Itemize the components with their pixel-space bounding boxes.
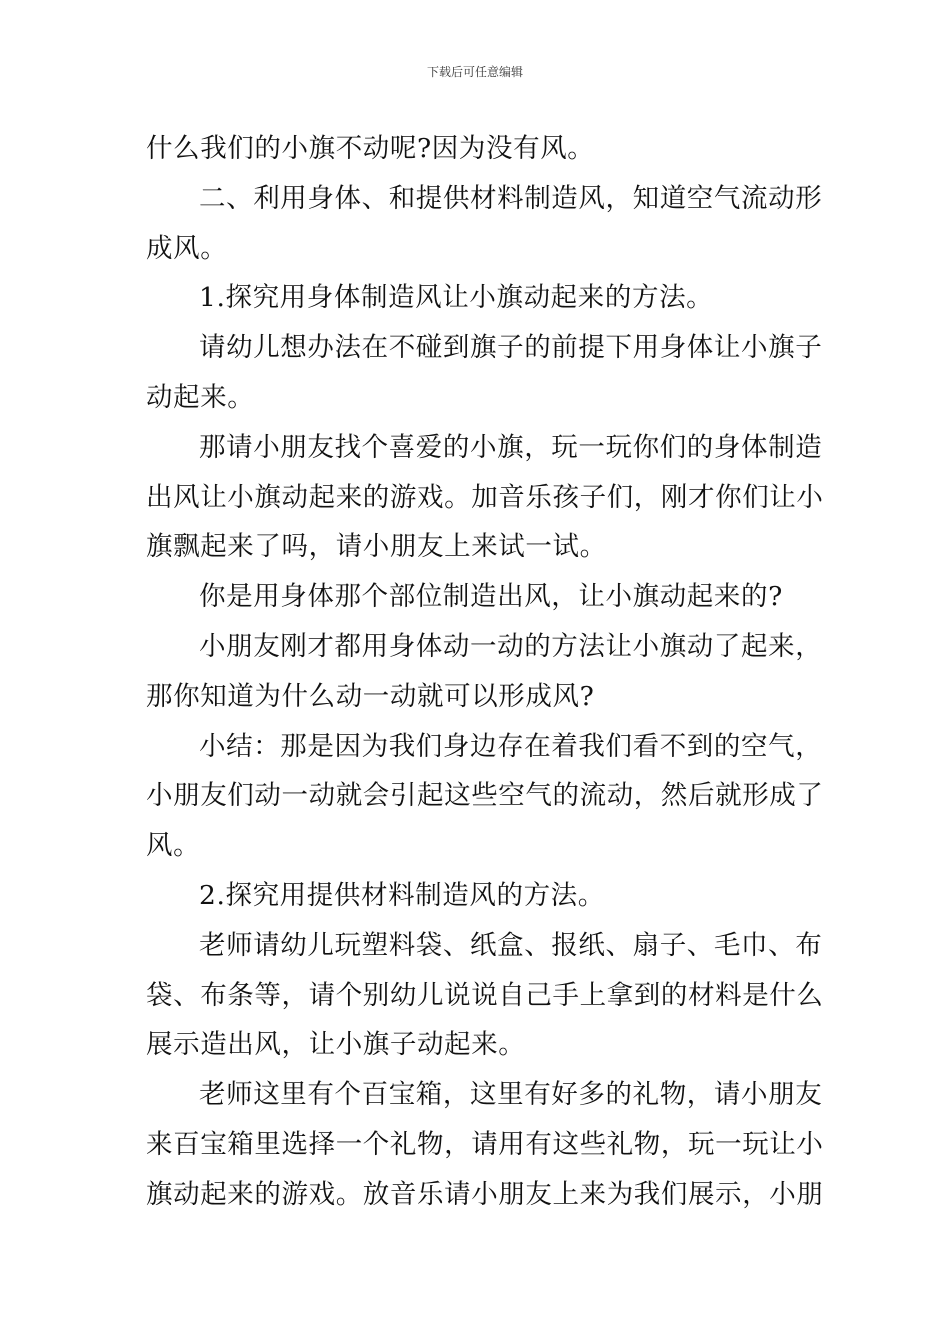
text-line: 旗飘起来了吗，请小朋友上来试一试。	[146, 531, 607, 563]
page-header: 下载后可任意编辑	[426, 65, 523, 79]
text-line: 动起来。	[146, 381, 255, 413]
text-line: 成风。	[146, 232, 228, 264]
text-line: 二、利用身体、和提供材料制造风，知道空气流动形	[199, 182, 823, 214]
text-line: 袋、布条等，请个别幼儿说说自己手上拿到的材料是什么	[146, 979, 824, 1011]
text-line: 请幼儿想办法在不碰到旗子的前提下用身体让小旗子	[199, 332, 823, 364]
document-body	[146, 124, 824, 1220]
text-line: 风。	[146, 830, 201, 862]
text-line: 出风让小旗动起来的游戏。加音乐孩子们，刚才你们让小	[146, 481, 824, 513]
text-line: 那请小朋友找个喜爱的小旗，玩一玩你们的身体制造	[199, 431, 823, 463]
text-line: 小结：那是因为我们身边存在着我们看不到的空气，	[199, 730, 823, 762]
text-line: 那你知道为什么动一动就可以形成风?	[146, 680, 595, 712]
text-line: 2.探究用提供材料制造风的方法。	[199, 879, 605, 911]
text-line: 小朋友们动一动就会引起这些空气的流动，然后就形成了	[146, 780, 824, 812]
text-line: 来百宝箱里选择一个礼物，请用有这些礼物，玩一玩让小	[146, 1128, 824, 1160]
text-line: 展示造出风，让小旗子动起来。	[146, 1029, 526, 1061]
text-line: 旗动起来的游戏。放音乐请小朋友上来为我们展示，小朋	[146, 1178, 824, 1210]
text-line: 小朋友刚才都用身体动一动的方法让小旗动了起来，	[199, 630, 823, 662]
text-line: 老师请幼儿玩塑料袋、纸盒、报纸、扇子、毛巾、布	[199, 929, 823, 961]
text-line: 你是用身体那个部位制造出风，让小旗动起来的?	[199, 581, 783, 613]
text-line: 什么我们的小旗不动呢?因为没有风。	[146, 133, 595, 164]
text-line: 老师这里有个百宝箱，这里有好多的礼物，请小朋友	[199, 1079, 823, 1111]
text-line: 1.探究用身体制造风让小旗动起来的方法。	[199, 282, 714, 314]
